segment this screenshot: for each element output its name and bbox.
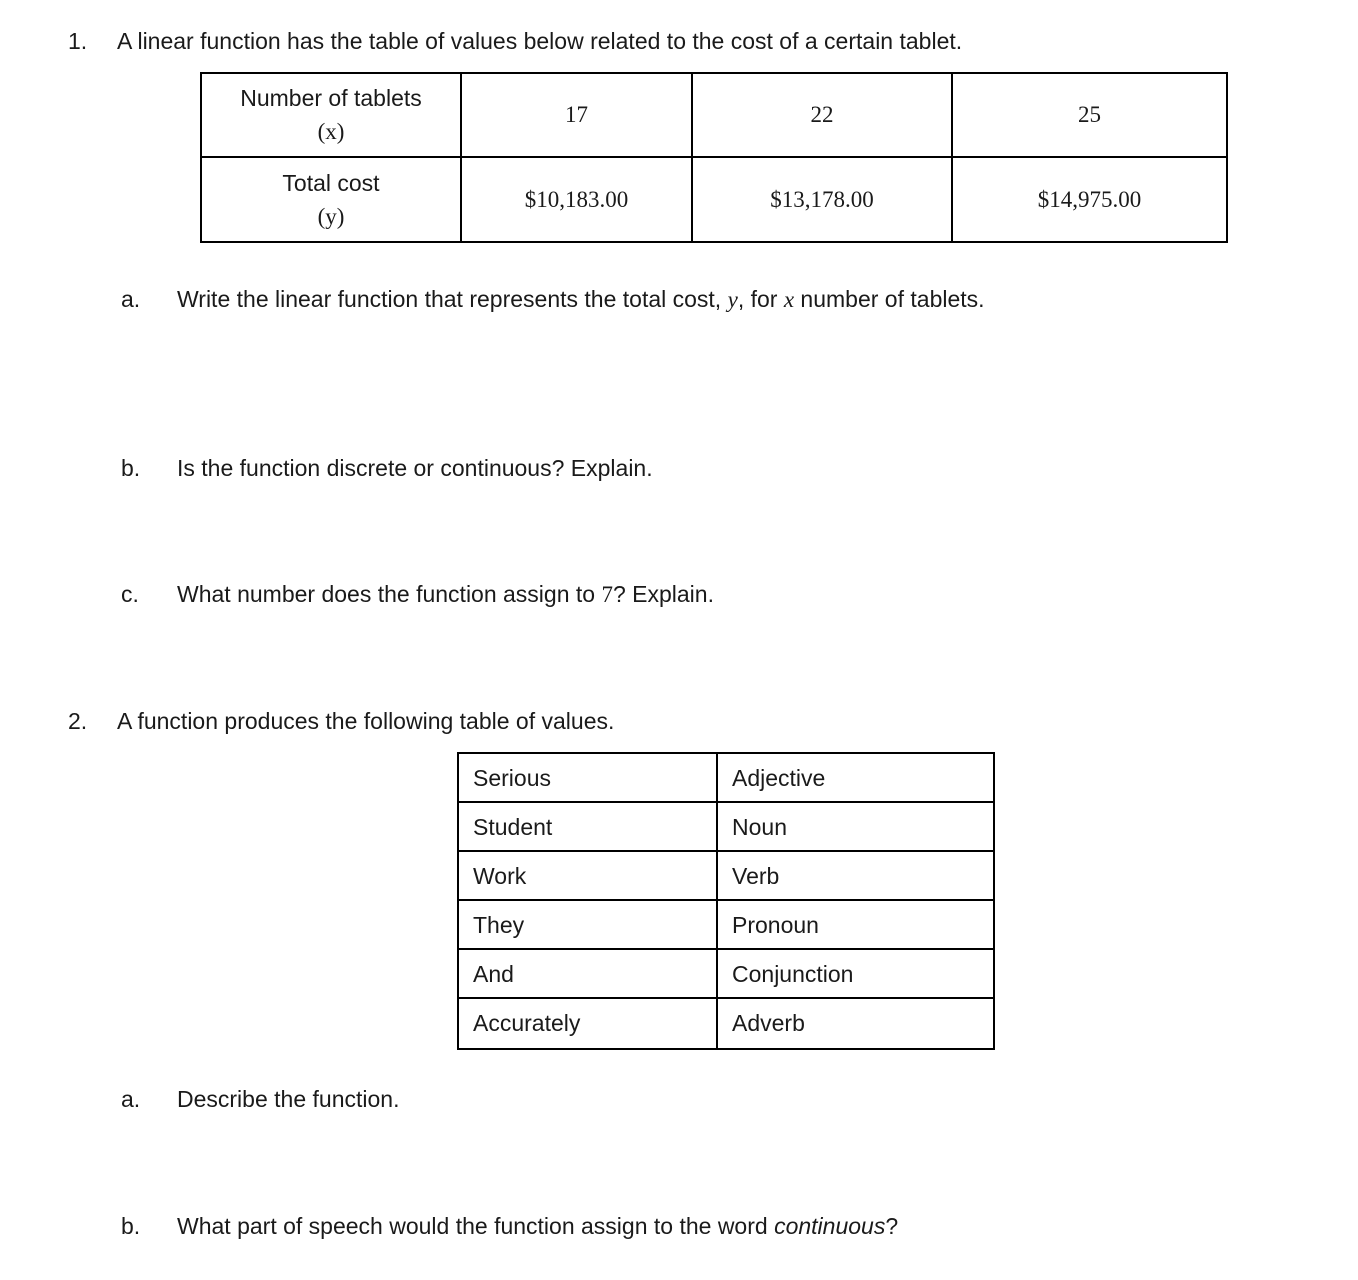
q1b-text: Is the function discrete or continuous? Explain. bbox=[177, 455, 653, 481]
table-header-cell bbox=[201, 157, 461, 242]
q2b-text: What part of speech would the function assign to the word continuous? bbox=[177, 1213, 899, 1239]
q1a-text: Write the linear function that represents the total cost, y, for x number of tablets. bbox=[177, 286, 985, 312]
table-cell: Conjunction bbox=[717, 949, 994, 998]
table-cell: 22 bbox=[692, 73, 952, 157]
table-row bbox=[458, 998, 994, 1049]
q2b-letter: b. bbox=[121, 1213, 141, 1239]
table-cell: They bbox=[458, 900, 717, 949]
q2a-letter: a. bbox=[121, 1086, 141, 1112]
table-row bbox=[458, 949, 994, 998]
table-cell: Accurately bbox=[458, 998, 717, 1049]
q2-prompt: A function produces the following table of values. bbox=[117, 708, 615, 734]
table-cell: Work bbox=[458, 851, 717, 900]
table-cell: Adverb bbox=[717, 998, 994, 1049]
table-row bbox=[458, 802, 994, 851]
table-row bbox=[201, 73, 1227, 157]
q1-number: 1. bbox=[68, 28, 88, 54]
q1-table bbox=[200, 72, 1228, 243]
table-cell: 17 bbox=[461, 73, 692, 157]
table-cell: 25 bbox=[952, 73, 1227, 157]
number-seven: 7 bbox=[601, 582, 613, 607]
table-cell: Student bbox=[458, 802, 717, 851]
table-cell: Verb bbox=[717, 851, 994, 900]
table-row bbox=[458, 900, 994, 949]
table-header-cell bbox=[201, 73, 461, 157]
q1a-letter: a. bbox=[121, 286, 141, 312]
table-cell: Adjective bbox=[717, 753, 994, 802]
q2-table bbox=[457, 752, 995, 1050]
table-row bbox=[458, 851, 994, 900]
q1-prompt: A linear function has the table of values below related to the cost of a certain tablet. bbox=[117, 28, 963, 54]
table-cell: Noun bbox=[717, 802, 994, 851]
row-label: Total cost bbox=[282, 169, 380, 196]
var-y: y bbox=[727, 287, 738, 312]
table-cell: Pronoun bbox=[717, 900, 994, 949]
table-cell: $14,975.00 bbox=[952, 157, 1227, 242]
table-row bbox=[201, 157, 1227, 242]
table-row bbox=[458, 753, 994, 802]
italic-word: continuous bbox=[774, 1213, 886, 1239]
q1c-letter: c. bbox=[121, 581, 139, 607]
row-label: Number of tablets bbox=[240, 85, 422, 111]
q2a-text: Describe the function. bbox=[177, 1086, 400, 1112]
q2-number: 2. bbox=[68, 708, 88, 734]
table-cell: And bbox=[458, 949, 717, 998]
table-cell: $10,183.00 bbox=[461, 157, 692, 242]
row-variable: (y) bbox=[317, 203, 345, 229]
table-cell: $13,178.00 bbox=[692, 157, 952, 242]
q1b-letter: b. bbox=[121, 455, 141, 481]
table-cell: Serious bbox=[458, 753, 717, 802]
var-x: x bbox=[783, 287, 795, 312]
row-variable: (x) bbox=[317, 119, 345, 144]
q1c-text: What number does the function assign to 7? Explain. bbox=[177, 581, 714, 607]
